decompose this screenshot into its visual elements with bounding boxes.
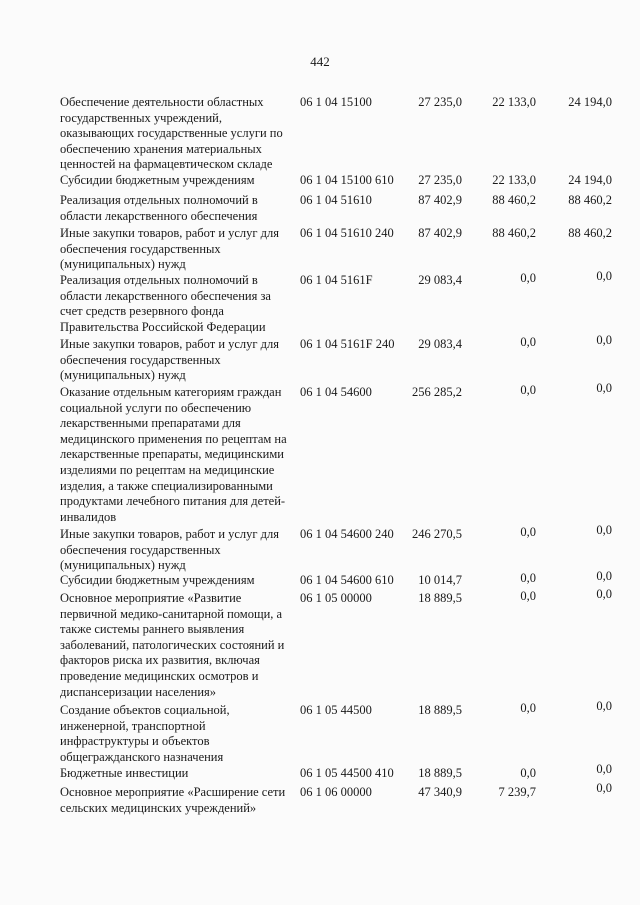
row-value-2: 88 460,2 (492, 226, 536, 240)
row-value-2: 88 460,2 (492, 193, 536, 207)
row-code: 06 1 06 00000 (300, 785, 372, 799)
row-value-3: 0,0 (596, 269, 612, 283)
row-name: Субсидии бюджетным учреждениям (60, 573, 255, 587)
row-value-1: 10 014,7 (418, 573, 462, 587)
row-value-3: 0,0 (596, 699, 612, 713)
row-name: Создание объектов социальной, инженерной, транспортной инфраструктуры и объектов общегражданского назначения (60, 703, 230, 764)
row-value-1: 29 083,4 (418, 337, 462, 351)
row-name: Оказание отдельным категориям граждан социальной услуги по обеспечению лекарственными препаратами для медицинского применения по рецептам на лекарственные препараты, медицинскими изделиями по рецептам на медицинские изделия, а также специализированными продуктами лечебного питания для детей-инвалидов (60, 385, 287, 524)
row-name: Субсидии бюджетным учреждениям (60, 173, 255, 187)
row-value-3: 0,0 (596, 762, 612, 776)
row-code: 06 1 04 51610 240 (300, 226, 394, 240)
row-value-2: 0,0 (520, 766, 536, 780)
row-value-3: 0,0 (596, 333, 612, 347)
row-name: Основное мероприятие «Развитие первичной медико-санитарной помощи, а также системы раннего выявления заболеваний, патологических состояний и факторов риска их развития, включая проведение медицинских осмотров и диспансеризации населения» (60, 591, 285, 699)
row-value-2: 7 239,7 (498, 785, 536, 799)
row-value-3: 24 194,0 (568, 173, 612, 187)
row-value-1: 27 235,0 (418, 95, 462, 109)
row-value-3: 88 460,2 (568, 226, 612, 240)
row-code: 06 1 04 51610 (300, 193, 372, 207)
row-value-2: 0,0 (520, 525, 536, 539)
row-value-1: 246 270,5 (412, 527, 462, 541)
row-name: Реализация отдельных полномочий в области лекарственного обеспечения (60, 193, 258, 223)
row-value-2: 0,0 (520, 383, 536, 397)
row-value-3: 0,0 (596, 587, 612, 601)
row-value-1: 29 083,4 (418, 273, 462, 287)
row-code: 06 1 04 15100 (300, 95, 372, 109)
row-name: Иные закупки товаров, работ и услуг для обеспечения государственных (муниципальных) нужд (60, 337, 280, 383)
row-value-3: 24 194,0 (568, 95, 612, 109)
row-value-1: 256 285,2 (412, 385, 462, 399)
row-name: Обеспечение деятельности областных государственных учреждений, оказывающих государственные услуги по обеспечению хранения материальных ценностей на фармацевтическом складе (60, 95, 283, 172)
row-value-2: 0,0 (520, 335, 536, 349)
row-code: 06 1 04 54600 610 (300, 573, 394, 587)
row-value-2: 0,0 (520, 701, 536, 715)
row-code: 06 1 04 5161F (300, 273, 373, 287)
row-value-3: 0,0 (596, 523, 612, 537)
page-number: 442 (310, 54, 330, 69)
row-name: Бюджетные инвестиции (60, 766, 189, 780)
row-value-3: 0,0 (596, 781, 612, 795)
row-value-1: 18 889,5 (418, 703, 462, 717)
row-code: 06 1 05 00000 (300, 591, 372, 605)
row-value-3: 88 460,2 (568, 193, 612, 207)
row-value-3: 0,0 (596, 569, 612, 583)
row-name: Основное мероприятие «Расширение сети сельских медицинских учреждений» (60, 785, 286, 815)
row-value-1: 47 340,9 (418, 785, 462, 799)
row-value-2: 22 133,0 (492, 173, 536, 187)
row-value-1: 27 235,0 (418, 173, 462, 187)
row-value-1: 87 402,9 (418, 193, 462, 207)
row-value-2: 0,0 (520, 589, 536, 603)
row-value-1: 87 402,9 (418, 226, 462, 240)
row-value-3: 0,0 (596, 381, 612, 395)
row-code: 06 1 04 5161F 240 (300, 337, 395, 351)
row-value-1: 18 889,5 (418, 591, 462, 605)
row-name: Реализация отдельных полномочий в области лекарственного обеспечения за счет средств резервного фонда Правительства Российской Федерации (60, 273, 271, 334)
row-value-2: 0,0 (520, 271, 536, 285)
row-value-1: 18 889,5 (418, 766, 462, 780)
row-code: 06 1 05 44500 410 (300, 766, 394, 780)
row-value-2: 22 133,0 (492, 95, 536, 109)
row-code: 06 1 04 15100 610 (300, 173, 394, 187)
row-code: 06 1 04 54600 240 (300, 527, 394, 541)
row-code: 06 1 05 44500 (300, 703, 372, 717)
row-value-2: 0,0 (520, 571, 536, 585)
row-name: Иные закупки товаров, работ и услуг для обеспечения государственных (муниципальных) нужд (60, 527, 280, 573)
row-name: Иные закупки товаров, работ и услуг для обеспечения государственных (муниципальных) нужд (60, 226, 280, 272)
row-code: 06 1 04 54600 (300, 385, 372, 399)
